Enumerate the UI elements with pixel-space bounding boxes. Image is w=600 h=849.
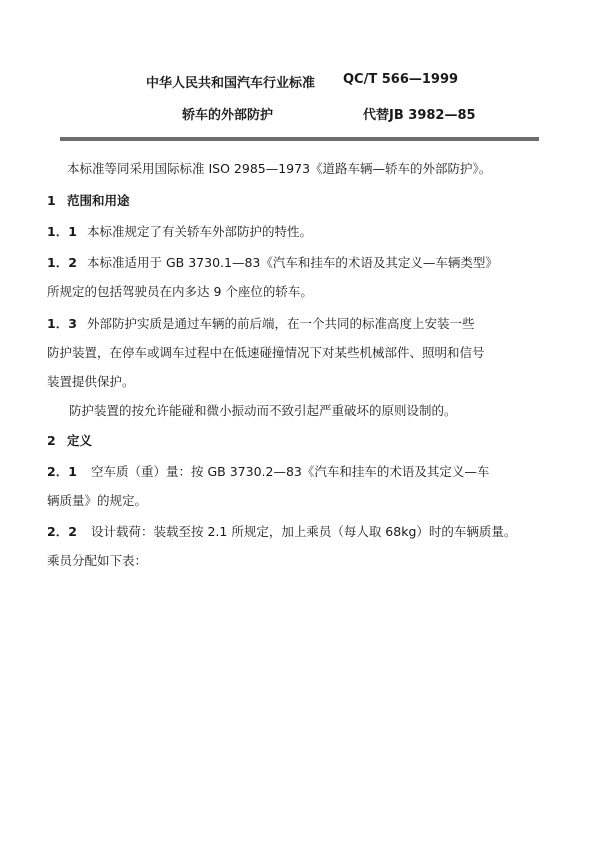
clause-1-3-continued: 防护装置，在停车或调车过程中在低速碰撞情况下对某些机械部件、照明和信号 (47, 345, 485, 360)
section-title: 定义 (67, 433, 93, 448)
org-title: 中华人民共和国汽车行业标准 (146, 76, 316, 91)
section-2-heading (47, 433, 92, 449)
clause-1-1 (47, 224, 312, 240)
design-principle-paragraph: 防护装置的按允许能碰和微小振动而不致引起严重破坏的原则设制的。 (69, 403, 457, 418)
passenger-allocation-note: 乘员分配如下表： (47, 553, 148, 568)
clause-text: 设计载荷：装载至按 2.1 所规定，加上乘员（每人取 68kg）时的车辆质量。 (91, 524, 517, 539)
clause-1-2-continued: 所规定的包括驾驶员在内多达 9 个座位的轿车。 (47, 284, 313, 299)
clause-2-1 (47, 464, 489, 480)
clause-text: 空车质（重）量：按 GB 3730.2—83《汽车和挂车的术语及其定义—车 (91, 464, 490, 479)
clause-text: 本标准规定了有关轿车外部防护的特性。 (87, 224, 313, 239)
clause-1-3-continued: 装置提供保护。 (47, 374, 135, 389)
clause-2-1-continued: 辆质量》的规定。 (47, 493, 148, 508)
replaces-standard: 代替JB 3982—85 (363, 108, 476, 123)
document-title: 轿车的外部防护 (182, 108, 274, 123)
section-1-heading (47, 193, 130, 209)
clause-1-3 (47, 316, 475, 332)
clause-number: 1．3 (47, 316, 77, 331)
intro-paragraph: 本标准等同采用国际标准 ISO 2985—1973《道路车辆—轿车的外部防护》。 (67, 161, 492, 176)
clause-text: 本标准适用于 GB 3730.1—83《汽车和挂车的术语及其定义—车辆类型》 (87, 255, 498, 270)
section-title: 范围和用途 (67, 193, 130, 208)
clause-number: 2．1 (47, 464, 77, 479)
section-number: 2 (47, 433, 56, 448)
clause-number: 2．2 (47, 524, 77, 539)
header-divider (60, 137, 539, 141)
clause-text: 外部防护实质是通过车辆的前后端，在一个共同的标准高度上安装一些 (87, 316, 475, 331)
clause-number: 1．2 (47, 255, 77, 270)
clause-number: 1．1 (47, 224, 77, 239)
clause-1-2 (47, 255, 498, 271)
section-number: 1 (47, 193, 56, 208)
standard-code: QC/T 566—1999 (343, 72, 459, 87)
clause-2-2 (47, 524, 516, 540)
